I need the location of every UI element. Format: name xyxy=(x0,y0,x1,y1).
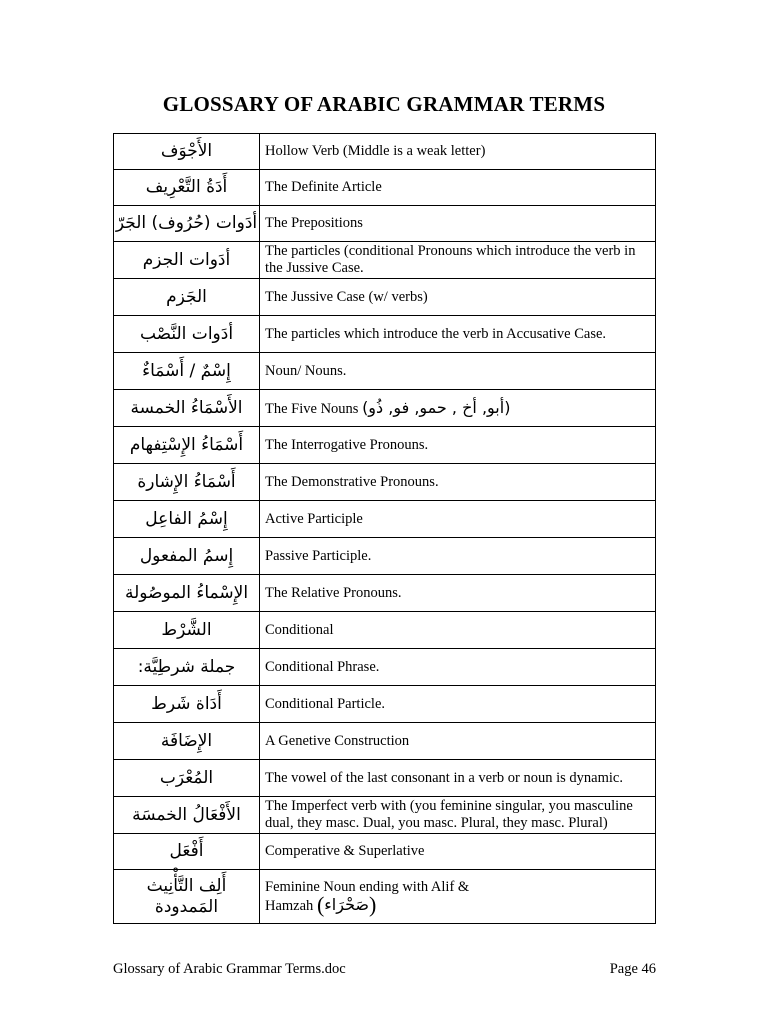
arabic-term: أَدَاة شَرط xyxy=(114,686,260,723)
english-definition: Conditional Phrase. xyxy=(260,649,656,686)
english-definition: The Relative Pronouns. xyxy=(260,575,656,612)
arabic-term: أدَوات (حُرُوف) الجَرّ xyxy=(114,206,260,242)
english-definition: A Genetive Construction xyxy=(260,723,656,760)
english-definition xyxy=(260,390,656,427)
table-row xyxy=(114,649,656,686)
english-definition: The vowel of the last consonant in a verb or noun is dynamic. xyxy=(260,760,656,797)
arabic-term: أَفْعَل xyxy=(114,834,260,870)
english-definition: Conditional Particle. xyxy=(260,686,656,723)
english-definition: Active Participle xyxy=(260,501,656,538)
arabic-term: أدَوات الجزم xyxy=(114,242,260,279)
english-definition: Hollow Verb (Middle is a weak letter) xyxy=(260,134,656,170)
arabic-term: الجَزم xyxy=(114,279,260,316)
table-row xyxy=(114,353,656,390)
arabic-term: الأَسْمَاءُ الخمسة xyxy=(114,390,260,427)
arabic-term: أَسْمَاءُ الإِشارة xyxy=(114,464,260,501)
english-definition: Passive Participle. xyxy=(260,538,656,575)
arabic-term: أَلِف التَّأْنِيث المَمدودة xyxy=(114,870,260,924)
table-row xyxy=(114,242,656,279)
table-row xyxy=(114,390,656,427)
english-definition-line1: Feminine Noun ending with Alif & xyxy=(265,878,470,895)
table-row xyxy=(114,834,656,870)
english-definition xyxy=(260,870,656,924)
table-row xyxy=(114,316,656,353)
english-definition-text: The Five Nouns xyxy=(265,400,359,417)
arabic-term: إِسْمٌ / أَسْمَاءٌ xyxy=(114,353,260,390)
table-row xyxy=(114,870,656,924)
arabic-term: إِسْمُ الفاعِل xyxy=(114,501,260,538)
five-nouns-arabic-list: (أبو, أخ , حمو, فو, ذُو) xyxy=(362,397,511,417)
arabic-term: الأَفْعَالُ الخمسَة xyxy=(114,797,260,834)
table-row xyxy=(114,612,656,649)
glossary-table xyxy=(113,133,656,924)
arabic-term: المُعْرَب xyxy=(114,760,260,797)
arabic-term: جملة شرطِيَّة: xyxy=(114,649,260,686)
arabic-term: الإِسْماءُ الموصُولة xyxy=(114,575,260,612)
arabic-term: الأَجْوَف xyxy=(114,134,260,170)
arabic-term: أدَوات النَّصْب xyxy=(114,316,260,353)
english-definition: The particles which introduce the verb in Accusative Case. xyxy=(260,316,656,353)
table-row xyxy=(114,279,656,316)
english-definition: The Imperfect verb with (you feminine singular, you masculine dual, they masc. Dual, you masc. Plural, they masc. Plural) xyxy=(260,797,656,834)
table-row xyxy=(114,760,656,797)
english-definition: The Demonstrative Pronouns. xyxy=(260,464,656,501)
arabic-term: أَسْمَاءُ الإِسْتِفهام xyxy=(114,427,260,464)
english-definition-line2: Hamzah (صَحْرَاء) xyxy=(265,891,377,917)
table-row xyxy=(114,723,656,760)
sahra-arabic-example: صَحْرَاء xyxy=(324,894,369,914)
english-definition: The Interrogative Pronouns. xyxy=(260,427,656,464)
english-definition: Conditional xyxy=(260,612,656,649)
english-definition: The Jussive Case (w/ verbs) xyxy=(260,279,656,316)
table-row xyxy=(114,538,656,575)
english-definition: The Definite Article xyxy=(260,170,656,206)
table-row xyxy=(114,206,656,242)
footer-page-number: Page 46 xyxy=(609,961,656,977)
arabic-term: الشَّرْط xyxy=(114,612,260,649)
table-row xyxy=(114,501,656,538)
hamzah-label: Hamzah xyxy=(265,897,314,914)
table-row xyxy=(114,464,656,501)
table-row xyxy=(114,170,656,206)
table-row xyxy=(114,686,656,723)
english-definition: The particles (conditional Pronouns which introduce the verb in the Jussive Case. xyxy=(260,242,656,279)
arabic-term: أَدَةُ التَّعْرِيف xyxy=(114,170,260,206)
table-row xyxy=(114,427,656,464)
english-definition: Noun/ Nouns. xyxy=(260,353,656,390)
page-title: GLOSSARY OF ARABIC GRAMMAR TERMS xyxy=(162,92,606,116)
table-row xyxy=(114,575,656,612)
english-definition: Comperative & Superlative xyxy=(260,834,656,870)
table-row xyxy=(114,797,656,834)
english-definition: The Prepositions xyxy=(260,206,656,242)
footer-filename: Glossary of Arabic Grammar Terms.doc xyxy=(113,961,346,977)
arabic-term: الإِضَافَة xyxy=(114,723,260,760)
table-row xyxy=(114,134,656,170)
arabic-term: إِسمُ المفعول xyxy=(114,538,260,575)
